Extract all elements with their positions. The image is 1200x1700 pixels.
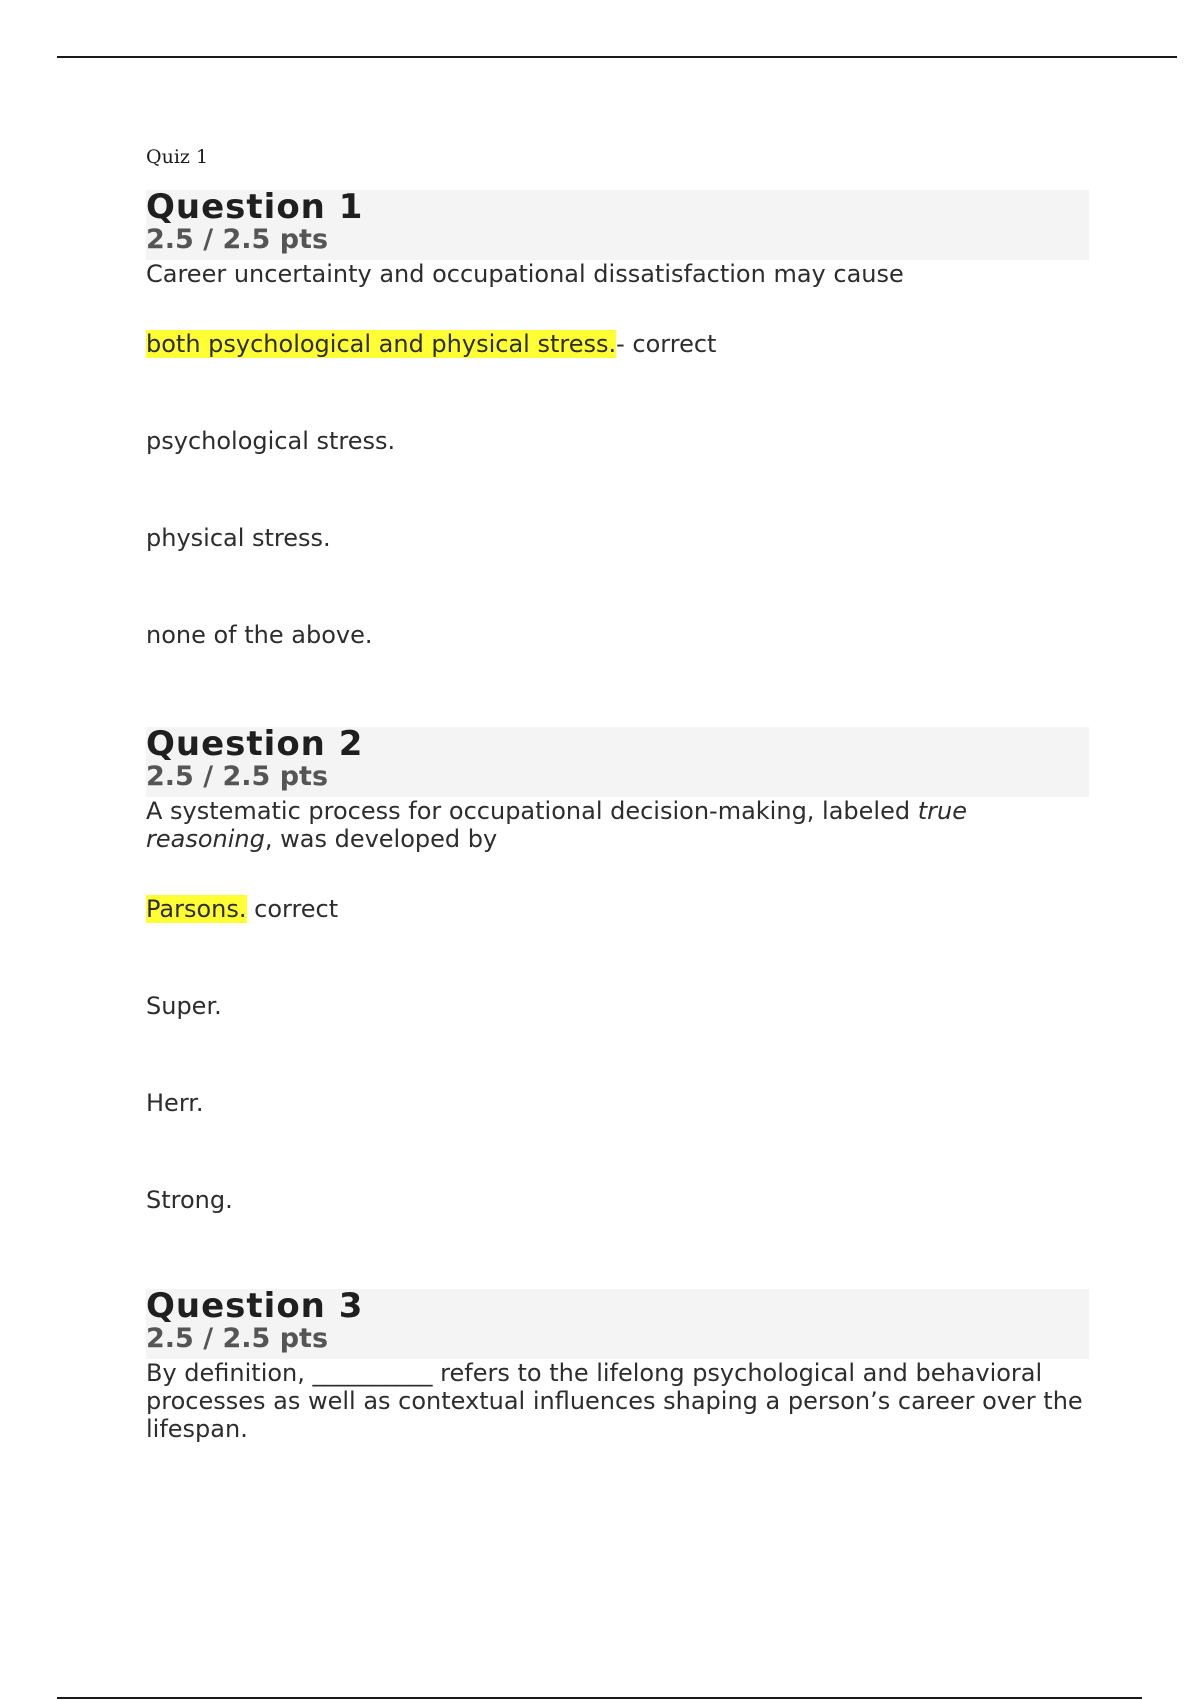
header-rule xyxy=(57,56,1177,58)
prompt-text: A systematic process for occupational decision-making, labeled xyxy=(146,797,918,825)
prompt-italic-term: true reasoning xyxy=(146,797,967,853)
question-header xyxy=(146,1286,1089,1359)
correct-answer-note: correct xyxy=(246,895,339,923)
answer-option: Super. xyxy=(146,992,222,1020)
answer-list xyxy=(146,895,1089,1283)
answer-option: Strong. xyxy=(146,1186,233,1214)
question-block-1 xyxy=(146,187,1089,718)
question-title: Question 1 xyxy=(146,187,364,227)
question-prompt xyxy=(146,797,1089,853)
question-title: Question 3 xyxy=(146,1286,364,1326)
question-points: 2.5 / 2.5 pts xyxy=(146,761,329,792)
correct-answer-highlight: both psychological and physical stress. xyxy=(146,330,617,358)
answer-option: physical stress. xyxy=(146,524,331,552)
question-block-3 xyxy=(146,1286,1089,1443)
question-block-2 xyxy=(146,724,1089,1283)
question-header xyxy=(146,187,1089,260)
question-prompt: By definition, __________ refers to the lifelong psychological and behavioral processes as well as contextual influences shaping a person’s career over the lifespan. xyxy=(146,1359,1083,1443)
question-points: 2.5 / 2.5 pts xyxy=(146,1323,329,1354)
document-label: Quiz 1 xyxy=(146,146,209,168)
question-prompt: Career uncertainty and occupational dissatisfaction may cause xyxy=(146,260,904,288)
footer-rule xyxy=(57,1697,1142,1699)
question-header xyxy=(146,724,1089,797)
question-title: Question 2 xyxy=(146,724,364,764)
answer-option: Herr. xyxy=(146,1089,204,1117)
prompt-text: , was developed by xyxy=(264,825,498,853)
answer-option: psychological stress. xyxy=(146,427,396,455)
answer-option-correct xyxy=(146,330,1089,427)
correct-answer-highlight: Parsons. xyxy=(146,895,247,923)
correct-answer-note: - correct xyxy=(616,330,717,358)
answer-option: none of the above. xyxy=(146,621,373,649)
question-points: 2.5 / 2.5 pts xyxy=(146,224,329,255)
answer-list xyxy=(146,330,1089,718)
answer-option-correct xyxy=(146,895,1089,992)
